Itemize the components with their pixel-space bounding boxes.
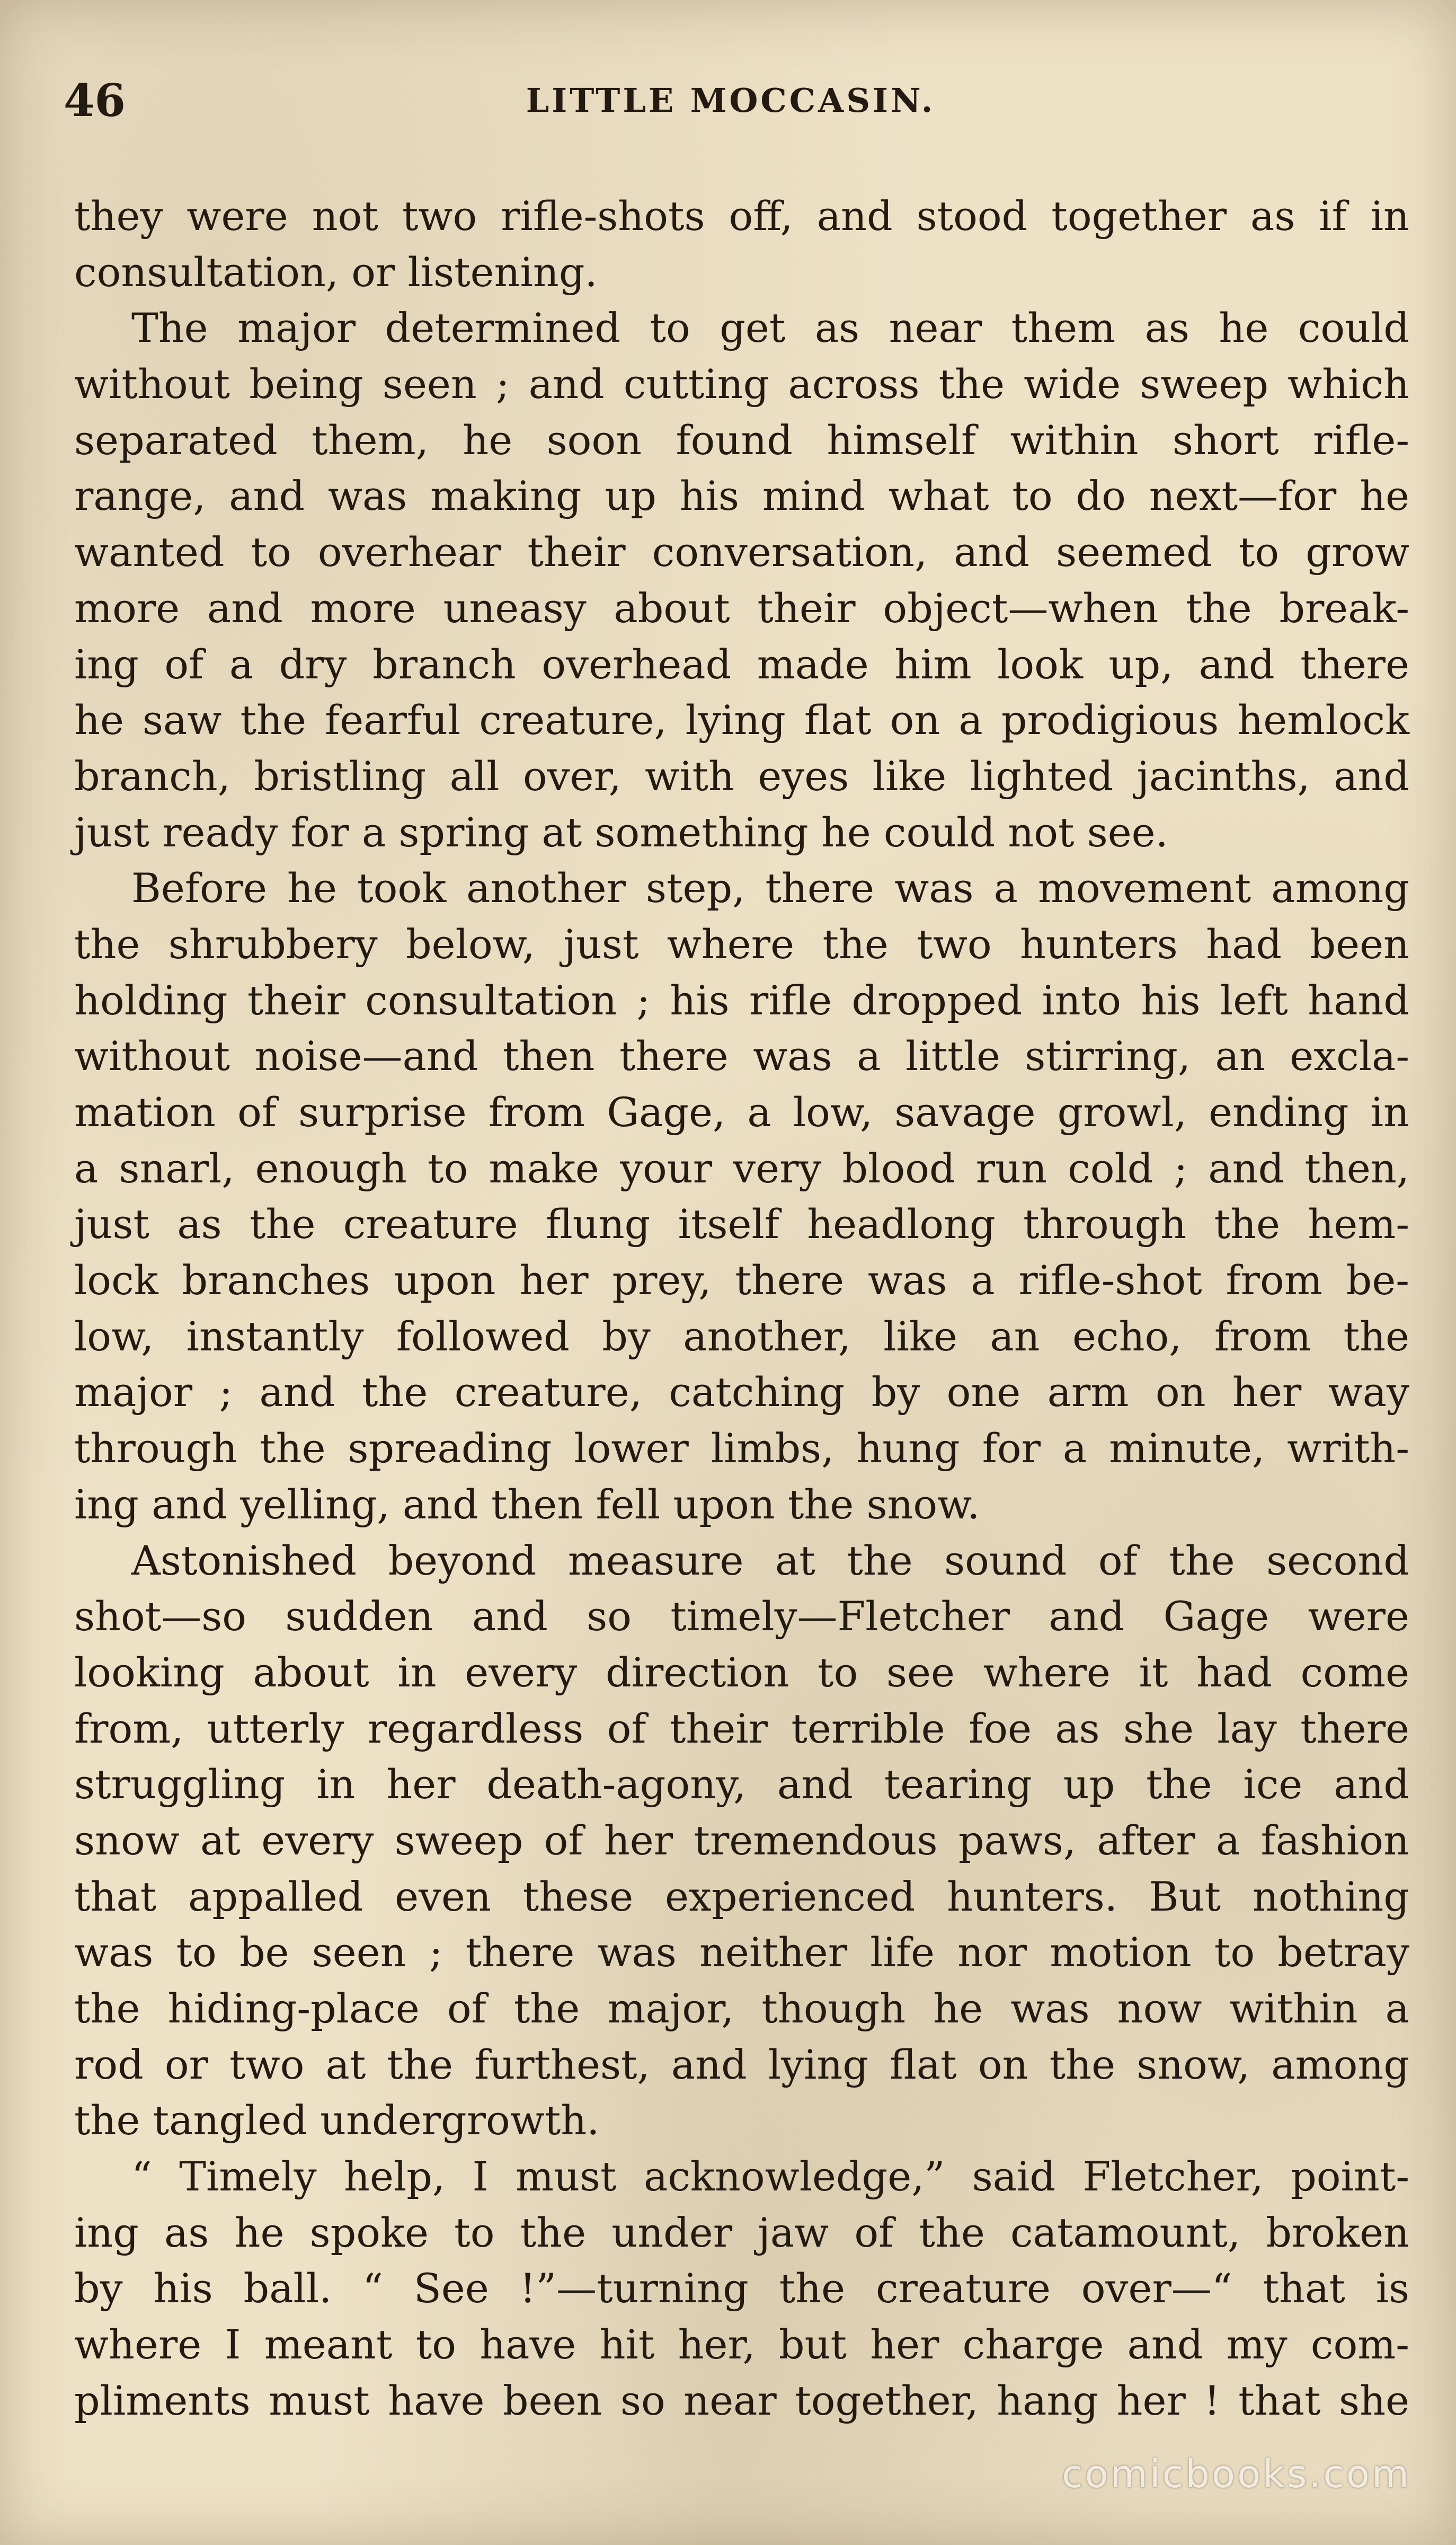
text-line: was to be seen ; there was neither life nor motion to betray (74, 1929, 1409, 1976)
body-text (74, 188, 1409, 2429)
running-head (64, 72, 1398, 130)
text-line: rod or two at the furthest, and lying flat on the snow, among (74, 2040, 1409, 2088)
text-line: the tangled undergrowth. (74, 2097, 600, 2144)
text-line: ing as he spoke to the under jaw of the catamount, broken (74, 2208, 1409, 2256)
text-line: Astonished beyond measure at the sound of the second (131, 1536, 1409, 1584)
text-line: through the spreading lower limbs, hung for a minute, writh- (74, 1425, 1409, 1472)
text-line: “ Timely help, I must acknowledge,” said Fletcher, point- (131, 2153, 1409, 2201)
text-line: that appalled even these experienced hunters. But nothing (74, 1872, 1409, 1920)
text-line: snow at every sweep of her tremendous paws, after a fashion (74, 1816, 1409, 1864)
text-line: pliments must have been so near together, hang her ! that she (74, 2376, 1409, 2424)
text-line: holding their consultation ; his rifle dropped into his left hand (74, 976, 1409, 1024)
text-line: ing of a dry branch overhead made him look up, and there (74, 640, 1409, 688)
book-title: LITTLE MOCCASIN. (526, 81, 936, 120)
text-line: Before he took another step, there was a movement among (131, 864, 1409, 912)
text-line: looking about in every direction to see where it had come (74, 1648, 1409, 1696)
text-line: a snarl, enough to make your very blood run cold ; and then, (74, 1144, 1409, 1192)
text-line: separated them, he soon found himself within short rifle- (74, 416, 1409, 464)
text-line: without noise—and then there was a little stirring, an excla- (74, 1032, 1409, 1080)
text-line: the shrubbery below, just where the two hunters had been (74, 920, 1409, 968)
text-line: by his ball. “ See !”—turning the creature over—“ that is (74, 2265, 1409, 2312)
text-line: The major determined to get as near them as he could (131, 304, 1409, 352)
text-line: more and more uneasy about their object—when the break- (74, 584, 1409, 632)
text-line: where I meant to have hit her, but her charge and my com- (74, 2321, 1409, 2369)
text-line: struggling in her death-agony, and tearing up the ice and (74, 1761, 1409, 1808)
text-line: shot—so sudden and so timely—Fletcher and Gage were (74, 1593, 1409, 1640)
text-line: branch, bristling all over, with eyes like lighted jacinths, and (74, 752, 1409, 800)
text-line: range, and was making up his mind what to do next—for he (74, 472, 1409, 520)
watermark: comicbooks.com (1061, 2452, 1411, 2496)
page-number: 46 (64, 74, 126, 127)
text-line: ing and yelling, and then fell upon the snow. (74, 1480, 980, 1528)
text-line: they were not two rifle-shots off, and stood together as if in (74, 192, 1409, 240)
text-line: just ready for a spring at something he could not see. (74, 808, 1168, 856)
text-line: from, utterly regardless of their terrible foe as she lay there (74, 1704, 1409, 1752)
text-line: mation of surprise from Gage, a low, savage growl, ending in (74, 1089, 1409, 1136)
text-line: consultation, or listening. (74, 248, 598, 296)
text-line: major ; and the creature, catching by one arm on her way (74, 1368, 1409, 1416)
text-line: he saw the fearful creature, lying flat on a prodigious hemlock (74, 696, 1409, 744)
text-line: without being seen ; and cutting across the wide sweep which (74, 360, 1409, 408)
text-line: the hiding-place of the major, though he was now within a (74, 1985, 1409, 2032)
text-line: just as the creature flung itself headlong through the hem- (74, 1200, 1409, 1248)
text-line: low, instantly followed by another, like an echo, from the (74, 1312, 1409, 1360)
text-line: wanted to overhear their conversation, and seemed to grow (74, 528, 1409, 576)
text-line: lock branches upon her prey, there was a rifle-shot from be- (74, 1257, 1409, 1304)
